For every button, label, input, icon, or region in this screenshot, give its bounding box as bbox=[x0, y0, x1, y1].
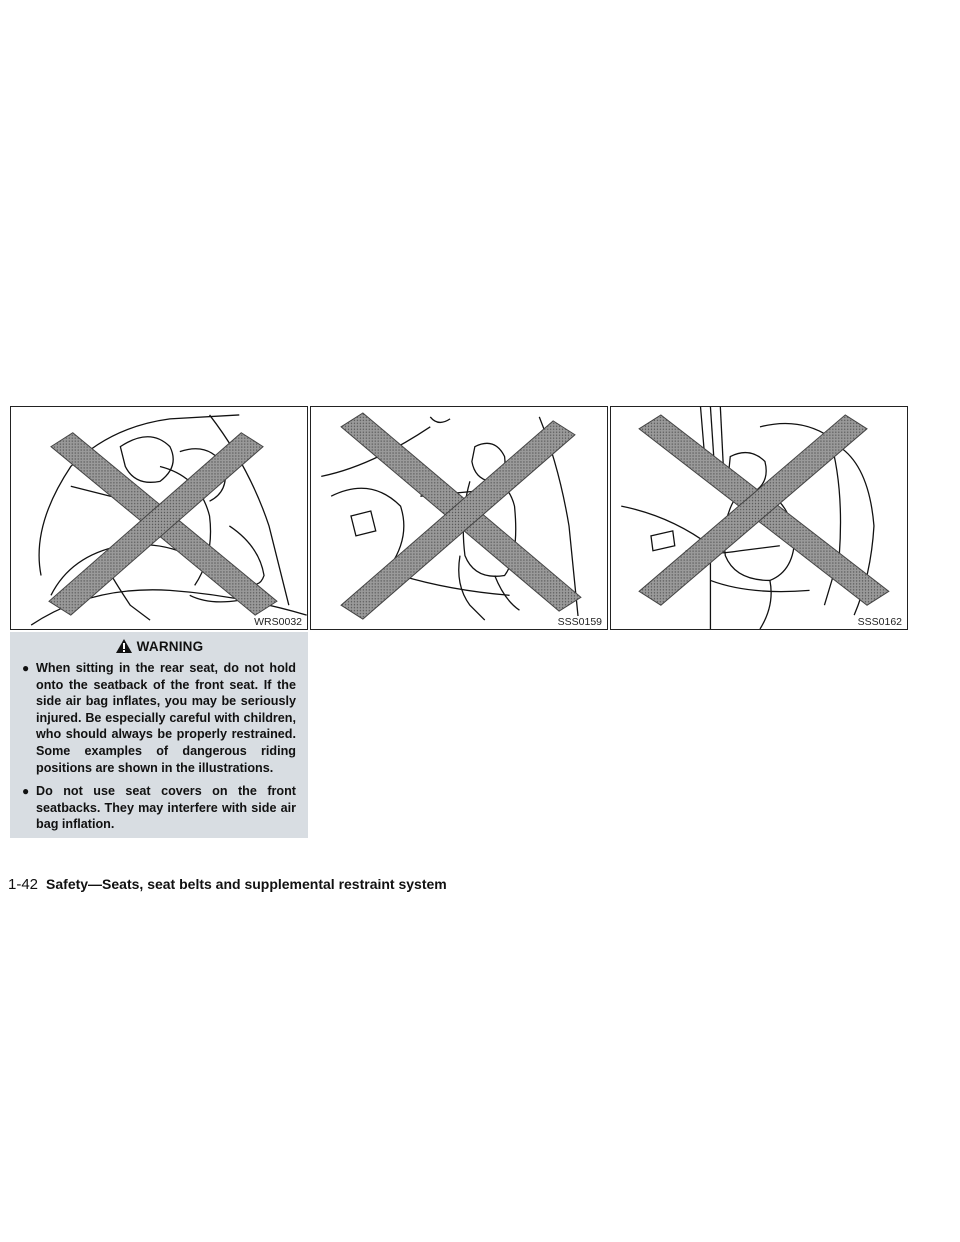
figure-code: WRS0032 bbox=[254, 616, 302, 628]
bullet-icon: ● bbox=[22, 784, 30, 799]
line-drawing bbox=[11, 407, 307, 629]
figure-code: SSS0159 bbox=[557, 616, 602, 628]
warning-list bbox=[22, 660, 296, 833]
page-number: 1-42 bbox=[8, 876, 39, 893]
page-footer bbox=[8, 876, 447, 893]
warning-title: WARNING bbox=[136, 638, 204, 654]
bullet-icon: ● bbox=[22, 661, 30, 675]
section-title: Safety—Seats, seat belts and supplemental restraint system bbox=[46, 876, 447, 892]
figure-code: SSS0162 bbox=[857, 616, 902, 628]
warning-box bbox=[10, 632, 308, 838]
illustration-child-unrestrained-front bbox=[310, 406, 608, 630]
warning-item-text: Do not use seat covers on the front seatbacks. They may interfere with side air bag inflation. bbox=[36, 784, 296, 832]
warning-item-text: When sitting in the rear seat, do not hold onto the seatback of the front seat. If the side air bag inflates, you may be seriously injured. Be especially careful with children, who should always be properly restrained. Some examples of dangerous riding positions are shown in the illustrations. bbox=[36, 661, 296, 775]
warning-item bbox=[22, 660, 296, 776]
line-drawing bbox=[311, 407, 607, 629]
illustration-rear-seat-holding-seatback bbox=[10, 406, 308, 630]
line-drawing bbox=[611, 407, 907, 629]
warning-triangle-icon bbox=[115, 638, 133, 654]
illustration-child-leaning-door bbox=[610, 406, 908, 630]
warning-item bbox=[22, 783, 296, 833]
warning-header bbox=[22, 638, 296, 654]
